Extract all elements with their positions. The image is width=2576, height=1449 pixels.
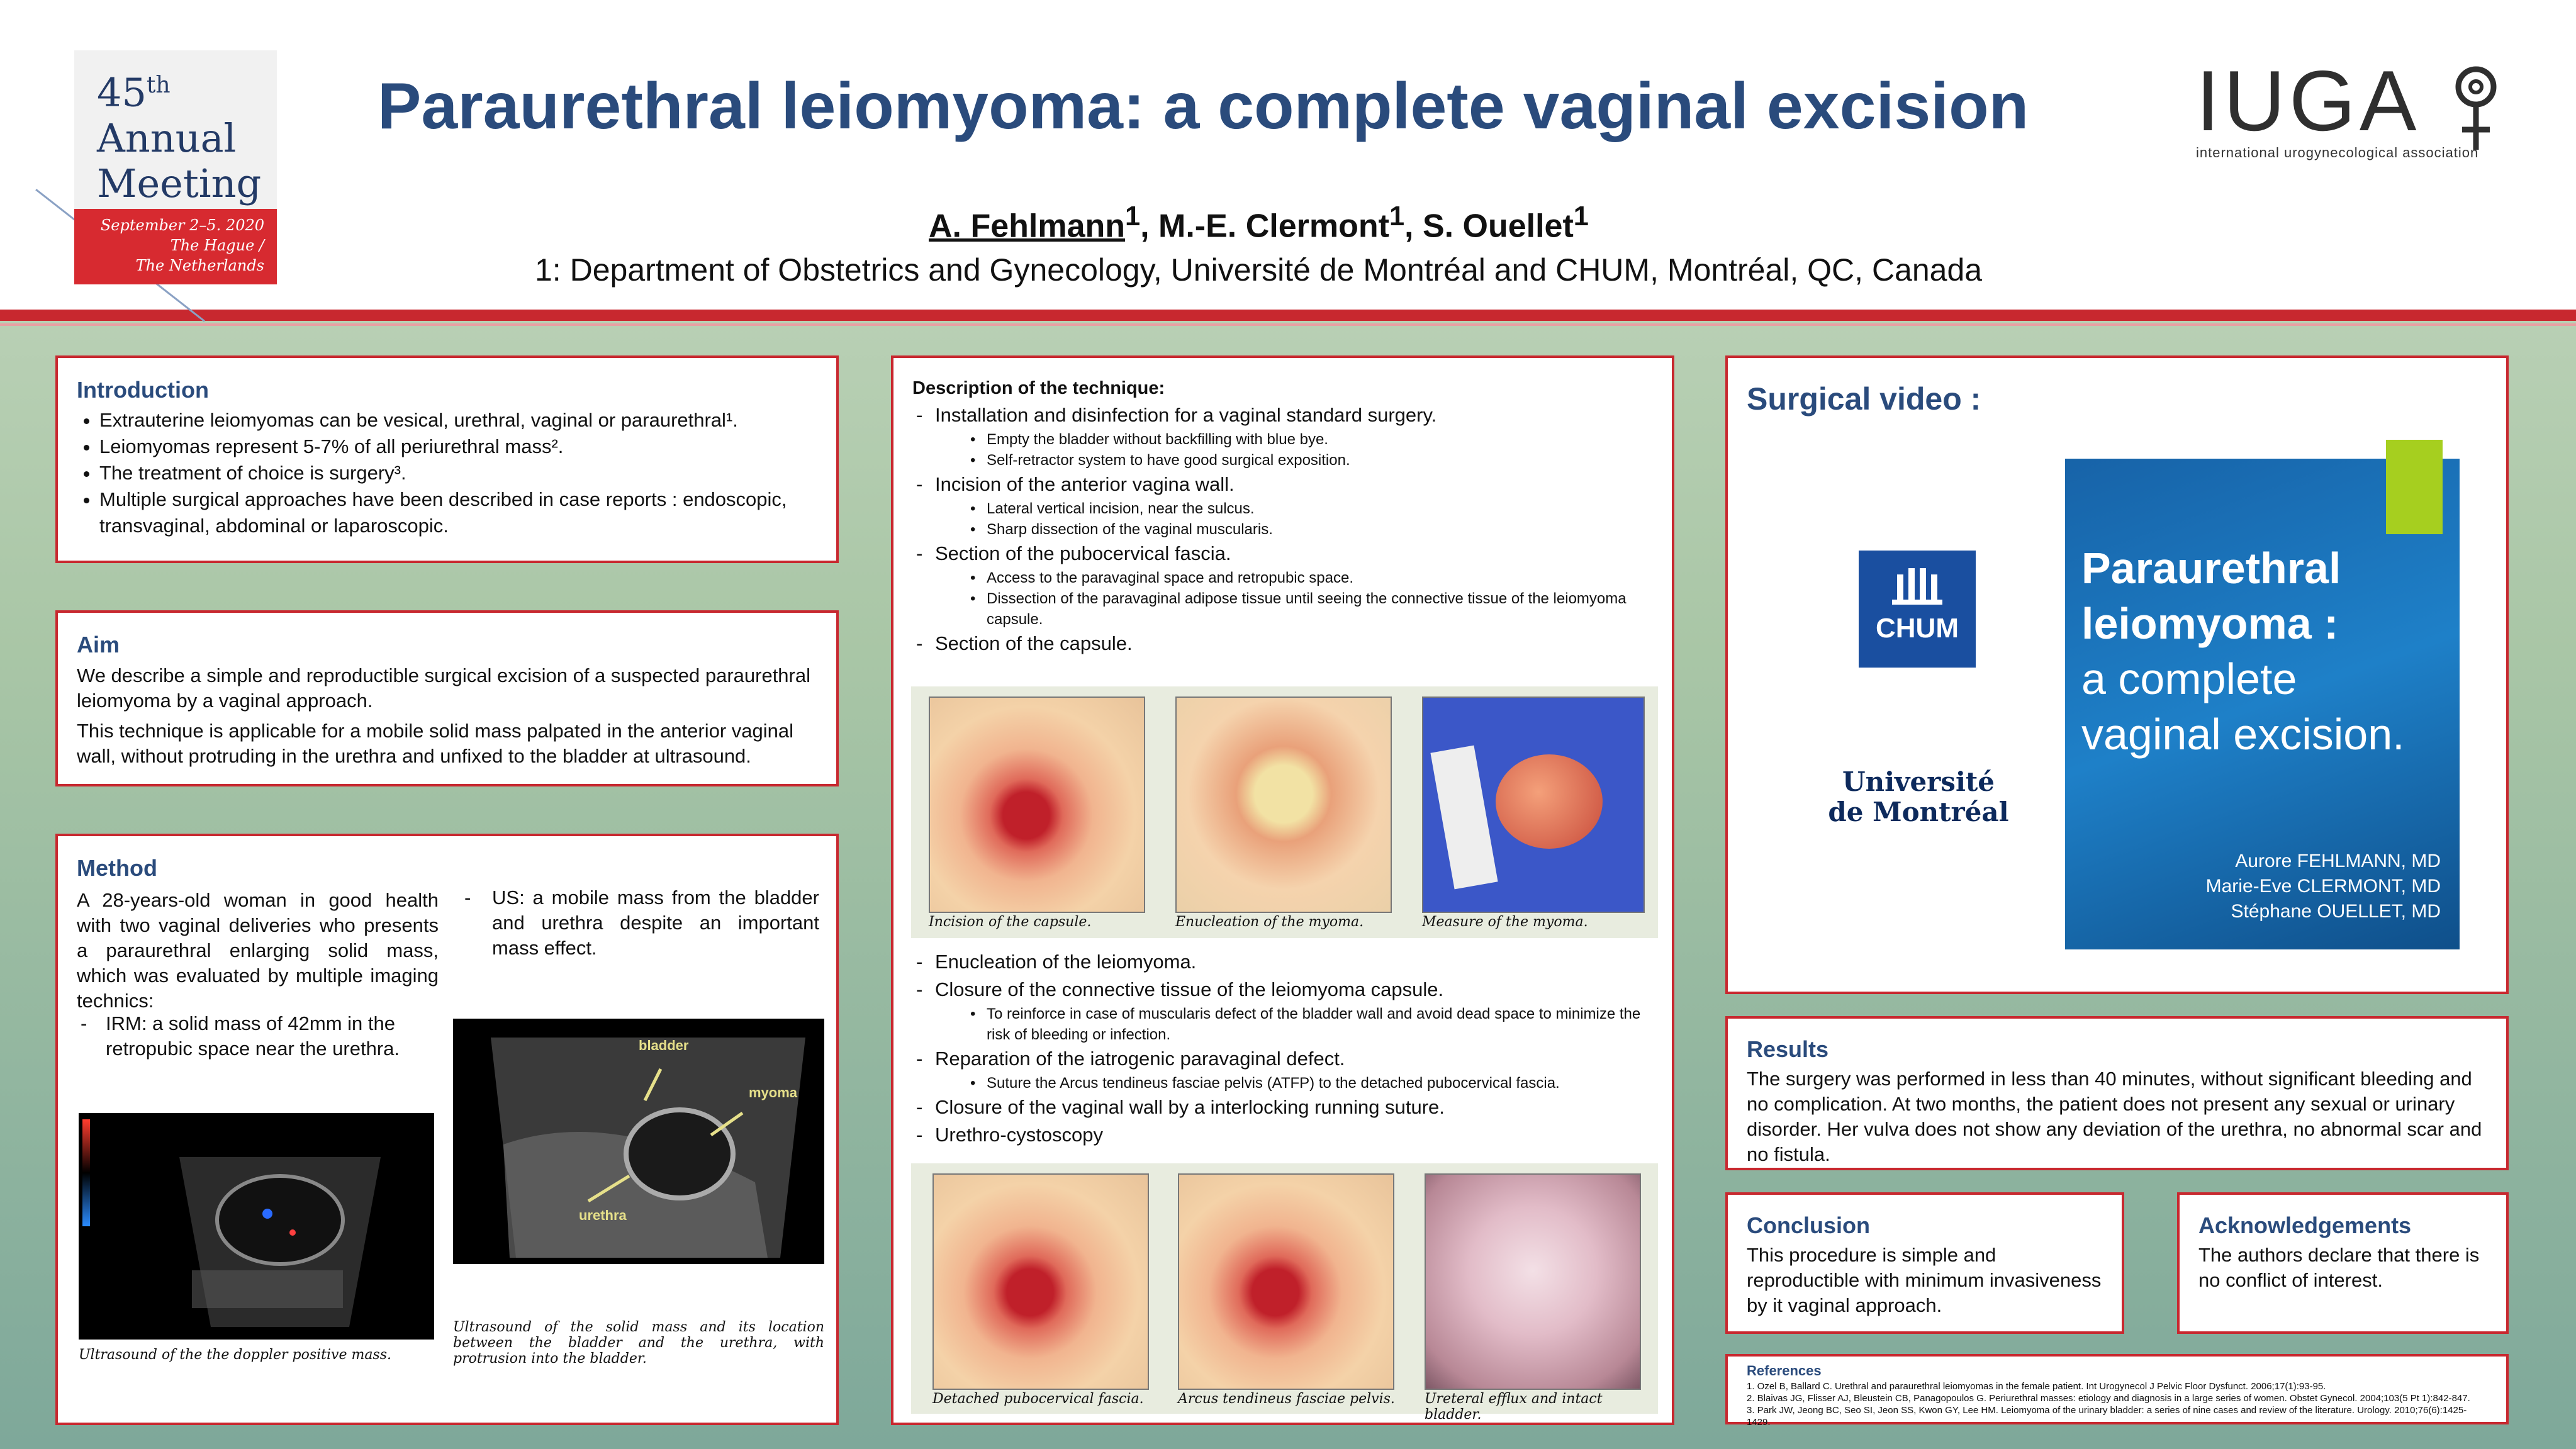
conclusion-text: This procedure is simple and reproductible with minimum invasiveness by it vaginal approach. xyxy=(1747,1244,2102,1316)
references-panel xyxy=(1725,1354,2509,1428)
step: - Enucleation of the leiomyoma. xyxy=(912,948,1655,976)
video-thumbnail[interactable] xyxy=(2065,459,2460,949)
thumb-author-3: Stéphane OUELLET, MD xyxy=(2231,901,2441,922)
photo-strip-1 xyxy=(911,686,1658,938)
step xyxy=(912,471,1655,540)
author-3-affil: 1 xyxy=(1573,201,1589,232)
meeting-word: Meeting xyxy=(97,160,262,206)
caption-enucleation: Enucleation of the myoma. xyxy=(1175,914,1364,930)
iuga-logo-word: IUGA xyxy=(2196,53,2421,148)
author-3: , S. Ouellet xyxy=(1404,208,1574,245)
aim-text-1: We describe a simple and reproductible surgical excision of a suspected paraurethral leiomyoma by a vaginal approach. xyxy=(77,664,810,712)
acknowledgements-heading: Acknowledgements xyxy=(2198,1212,2412,1238)
acknowledgements-text: The authors declare that there is no conflict of interest. xyxy=(2198,1244,2480,1291)
udem-logo-line1: Université xyxy=(1842,766,1995,797)
reference-item: 3. Park JW, Jeong BC, Seo SI, Jeon SS, Kwon GY, Lee HM. Leiomyoma of the urinary bladder: a series of nine cases and review of the literature. Urology. 2010;76(6):1425-1429. xyxy=(1747,1405,2467,1428)
method-heading: Method xyxy=(77,855,157,881)
authors xyxy=(929,201,1589,245)
caption-incision: Incision of the capsule. xyxy=(929,914,1092,930)
photo-pubocervical-fascia xyxy=(932,1173,1149,1390)
ruler-graphic xyxy=(1430,746,1498,890)
substep: • Self-retractor system to have good surgical exposition. xyxy=(970,450,1655,471)
ultrasound-image xyxy=(453,1019,824,1264)
thumb-title-4: vaginal excision. xyxy=(2081,710,2405,759)
ultrasound-caption: Ultrasound of the solid mass and its location between the bladder and the urethra, with protrusion into the bladder. xyxy=(453,1319,824,1367)
caption-arcus: Arcus tendineus fasciae pelvis. xyxy=(1178,1391,1395,1407)
substep: • Lateral vertical incision, near the sulcus. xyxy=(970,498,1655,519)
introduction-list xyxy=(77,407,817,539)
doppler-caption: Ultrasound of the the doppler positive mass. xyxy=(79,1347,392,1363)
step xyxy=(912,630,1655,657)
substep: • Access to the paravaginal space and retropubic space. xyxy=(970,568,1655,588)
step xyxy=(912,401,1655,471)
surgical-video-panel xyxy=(1725,355,2509,994)
chum-logo-text: CHUM xyxy=(1876,613,1959,644)
technique-steps-2 xyxy=(912,948,1655,1149)
author-1: A. Fehlmann xyxy=(929,208,1126,245)
affiliation: 1: Department of Obstetrics and Gynecology, Université de Montréal and CHUM, Montréal, QC, Canada xyxy=(535,252,1983,288)
thumb-author-2: Marie-Eve CLERMONT, MD xyxy=(2205,876,2441,897)
step-text: Closure of the connective tissue of the leiomyoma capsule. xyxy=(935,978,1444,1000)
references-list xyxy=(1747,1380,2487,1428)
iuga-symbol-icon xyxy=(2451,62,2501,156)
step: - Urethro-cystoscopy xyxy=(912,1121,1655,1149)
thumb-author-1: Aurore FEHLMANN, MD xyxy=(2235,851,2441,871)
substep: • Empty the bladder without backfilling with blue bye. xyxy=(970,429,1655,450)
ultrasound-graphic xyxy=(453,1019,824,1264)
meeting-ordinal-suffix: th xyxy=(146,72,171,98)
results-heading: Results xyxy=(1747,1036,1829,1062)
list-item: • Extrauterine leiomyomas can be vesical, urethral, vaginal or paraurethral¹. xyxy=(99,407,817,434)
label-myoma: myoma xyxy=(749,1085,798,1100)
method-text: A 28-years-old woman in good health with two vaginal deliveries who presents a paraurethral enlarging solid mass, which was evaluated by multiple imaging technics: xyxy=(77,889,439,1012)
acknowledgements-panel xyxy=(2177,1192,2509,1334)
thumb-title-1: Paraurethral xyxy=(2081,544,2341,593)
photo-arcus-tendineus xyxy=(1178,1173,1394,1390)
caption-measure: Measure of the myoma. xyxy=(1422,914,1588,930)
photo-measure-myoma xyxy=(1422,697,1645,913)
author-1-affil: 1 xyxy=(1125,201,1141,232)
technique-heading: Description of the technique: xyxy=(912,378,1165,398)
reference-item: 1. Ozel B, Ballard C. Urethral and paraurethral leiomyomas in the female patient. Int Urogynecol J Pelvic Floor Dysfunct. 2006;17(1):93-95. xyxy=(1747,1381,2326,1392)
iuga-logo-subtitle: international urogynecological association xyxy=(2196,145,2479,160)
list-item: • Leiomyomas represent 5-7% of all periurethral mass². xyxy=(99,434,817,460)
doppler-ultrasound-graphic xyxy=(79,1113,434,1340)
references-heading: References xyxy=(1747,1363,1822,1379)
photo-incision-capsule xyxy=(929,697,1145,913)
results-panel xyxy=(1725,1016,2509,1170)
method-panel xyxy=(55,834,839,1425)
iuga-logo xyxy=(2196,53,2523,160)
label-urethra: urethra xyxy=(579,1207,627,1223)
meeting-ordinal: 45 xyxy=(97,69,147,116)
aim-panel xyxy=(55,610,839,786)
step-text: Section of the pubocervical fascia. xyxy=(935,542,1231,564)
udem-logo-line2: de Montréal xyxy=(1828,797,2009,827)
meeting-annual: Annual xyxy=(97,115,237,161)
thumbnail-accent xyxy=(2386,440,2443,534)
introduction-heading: Introduction xyxy=(77,377,209,403)
substep: • Sharp dissection of the vaginal muscularis. xyxy=(970,519,1655,540)
step: - Closure of the vaginal wall by a interlocking running suture. xyxy=(912,1094,1655,1121)
substep: • To reinforce in case of muscularis defect of the bladder wall and avoid dead space to minimize the risk of bleeding or infection. xyxy=(970,1004,1655,1045)
method-irm: - IRM: a solid mass of 42mm in the retropubic space near the urethra. xyxy=(81,1012,400,1060)
meeting-country: The Netherlands xyxy=(135,257,264,274)
header-divider xyxy=(0,310,2576,321)
conclusion-panel xyxy=(1725,1192,2124,1334)
method-irm-text: IRM: a solid mass of 42mm in the retropubic space near the urethra. xyxy=(106,1012,400,1060)
list-item: • Multiple surgical approaches have been described in case reports : endoscopic, transvaginal, abdominal or laparoscopic. xyxy=(99,486,817,539)
thumb-title-3: a complete xyxy=(2081,654,2297,703)
meeting-badge xyxy=(74,50,277,209)
meeting-dates: September 2–5. 2020 xyxy=(100,216,264,234)
substep: • Dissection of the paravaginal adipose tissue until seeing the connective tissue of the leiomyoma capsule. xyxy=(970,588,1655,630)
step-text: Incision of the anterior vagina wall. xyxy=(935,473,1235,495)
aim-heading: Aim xyxy=(77,632,120,657)
aim-text-2: This technique is applicable for a mobile solid mass palpated in the anterior vaginal wall, without protruding in the urethra and unfixed to the bladder at ultrasound. xyxy=(77,720,794,767)
header-divider-thin xyxy=(0,323,2576,326)
conclusion-heading: Conclusion xyxy=(1747,1212,1870,1238)
label-bladder: bladder xyxy=(639,1038,689,1053)
meeting-dates-panel xyxy=(74,209,277,284)
step xyxy=(912,540,1655,630)
photo-enucleation-myoma xyxy=(1175,697,1392,913)
results-text: The surgery was performed in less than 40 minutes, without significant bleeding and no complication. At two months, the patient does not present any sexual or urinary disorder. Her vulva does not show any deviation of the urethra, no abnormal scar and no fistula. xyxy=(1747,1068,2482,1165)
step-text: Installation and disinfection for a vaginal standard surgery. xyxy=(935,404,1437,426)
video-heading: Surgical video : xyxy=(1747,381,1981,417)
poster-title: Paraurethral leiomyoma: a complete vaginal excision xyxy=(378,70,2029,143)
list-item: • The treatment of choice is surgery³. xyxy=(99,460,817,486)
step-text: Section of the capsule. xyxy=(935,632,1133,654)
caption-pubocervical: Detached pubocervical fascia. xyxy=(932,1391,1144,1407)
author-2-affil: 1 xyxy=(1389,201,1405,232)
method-us-text: US: a mobile mass from the bladder and urethra despite an important mass effect. xyxy=(492,887,819,959)
method-us: - US: a mobile mass from the bladder and urethra despite an important mass effect. xyxy=(464,887,819,959)
step xyxy=(912,1045,1655,1094)
author-2: , M.-E. Clermont xyxy=(1140,208,1389,245)
substep: • Suture the Arcus tendineus fasciae pelvis (ATFP) to the detached pubocervical fascia. xyxy=(970,1073,1655,1094)
photo-strip-2 xyxy=(911,1163,1658,1423)
chum-logo xyxy=(1859,551,1976,668)
photo-cystoscopy xyxy=(1425,1173,1641,1390)
myoma-specimen-graphic xyxy=(1496,754,1603,849)
meeting-city: The Hague / xyxy=(170,237,264,254)
reference-item: 2. Blaivas JG, Flisser AJ, Bleustein CB, Panagopoulos G. Periurethral masses: etiology and diagnosis in a large series of women. Obstet Gynecol. 2004;103(5 Pt 1):842-847. xyxy=(1747,1393,2470,1404)
technique-panel xyxy=(891,355,1674,1425)
introduction-panel xyxy=(55,355,839,563)
chum-logo-icon xyxy=(1892,568,1942,606)
step xyxy=(912,976,1655,1045)
caption-cystoscopy: Ureteral efflux and intact bladder. xyxy=(1425,1391,1603,1423)
thumb-title-2: leiomyoma : xyxy=(2081,599,2339,648)
doppler-ultrasound-image xyxy=(79,1113,434,1340)
step-text: Reparation of the iatrogenic paravaginal defect. xyxy=(935,1048,1345,1070)
udem-logo xyxy=(1808,767,2029,827)
technique-steps-1 xyxy=(912,401,1655,657)
